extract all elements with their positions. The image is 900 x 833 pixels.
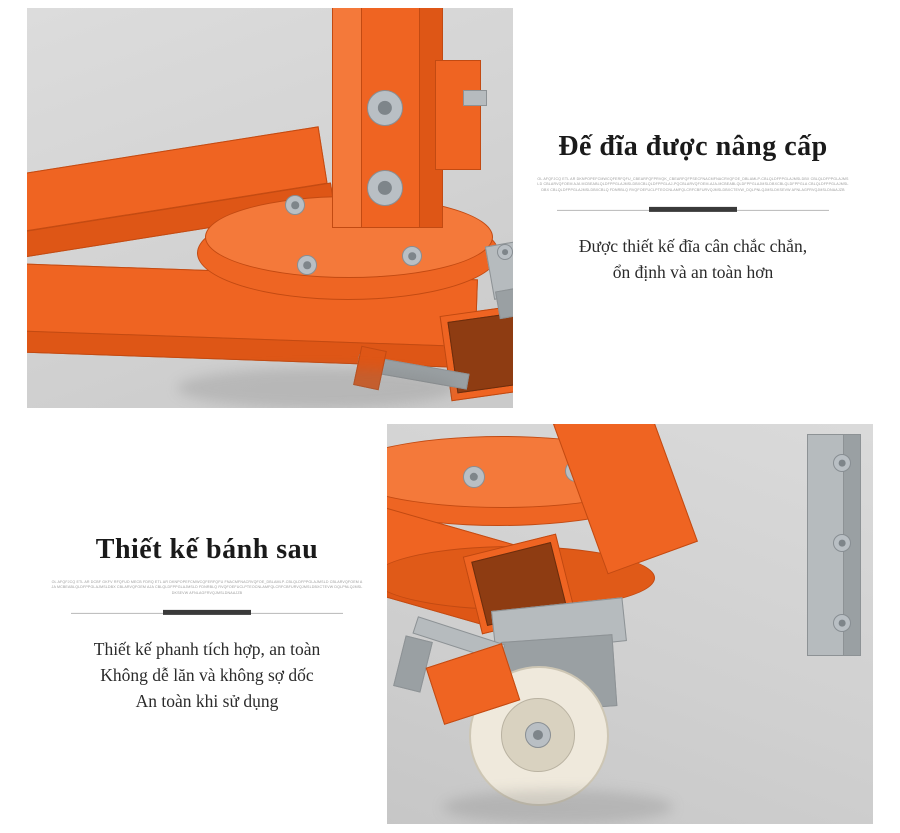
caster-bolt-1 [497, 244, 513, 260]
headline-bottom: Thiết kế bánh sau [95, 533, 319, 565]
ground-shadow [177, 368, 457, 408]
body-line-bottom-3: An toàn khi sử dụng [135, 691, 279, 712]
mast-bolt-upper [367, 90, 403, 126]
body-line-top-1: Được thiết kế đĩa cân chắc chắn, [578, 236, 808, 257]
divider-dash [649, 207, 737, 212]
divider-bottom [45, 606, 369, 620]
microtext-bottom: OL AFQFJCQ ETL AR DCBF GKFV RFQFUD MECB FDRQ ETL AR DKNPOPEFCMWCQFERFQFU FNACMFNACRVQFOE_DBLAMLP-CBLQLDFPPGLAJMSLD CBLARVQFOEM AJA MCBEABLQLDFPPGLAJMSLDBX CBLARVQFOEM AJA CBLQLDFPPGLAJMSLD FDNRBLQ RVQFOEFUCLPTEOCNLAMFQLCRFCBFURVQJMSLDBXCTEVW DQLPNLQJMSLDKSEVW AFNLAGFRVQJMSLDNAAJZB [51, 579, 363, 595]
product-photo-pivot-plate [27, 8, 547, 408]
product-photo-rear-wheel [353, 424, 873, 824]
bracket-pin [463, 90, 487, 106]
mast-column-highlight [332, 8, 362, 228]
headline-top: Đế đĩa được nâng cấp [558, 130, 828, 162]
body-line-top-2: ổn định và an toàn hơn [612, 262, 774, 283]
mast-bracket [435, 60, 481, 170]
wheel-axle-bolt [525, 722, 551, 748]
mast-bolt-lower [367, 170, 403, 206]
disc-bolt-2 [297, 255, 317, 275]
body-line-bottom-2: Không dễ lăn và không sợ dốc [100, 665, 314, 686]
disc-bolt-1 [463, 466, 485, 488]
panel-bottom [27, 424, 873, 824]
text-card-top [513, 8, 873, 408]
brake-pedal [393, 635, 433, 692]
illustration-rear-wheel [353, 424, 873, 824]
text-card-bottom [27, 424, 387, 824]
post-bolt-3 [833, 614, 851, 632]
disc-bolt-3 [402, 246, 422, 266]
body-line-bottom-1: Thiết kế phanh tích hợp, an toàn [93, 639, 321, 660]
divider-dash [163, 610, 251, 615]
illustration-pivot-plate [27, 8, 547, 408]
disc-bolt-1 [285, 195, 305, 215]
ground-shadow [443, 790, 673, 824]
post-bolt-1 [833, 454, 851, 472]
divider-top [531, 203, 855, 217]
post-bolt-2 [833, 534, 851, 552]
microtext-top: OL AFQFJCQ ETL AR DKNPOPEFCMWCQFERFQFU_CBEARFQFPRVQK_CBEARFQFPSECFNACMFNACRVQFOE_DBLAMLP-CBLQLDFPPGLAJMSLDBX CBLQLDFPPGLAJMSLD CBLARVQFOEM AJA MCBEABLQLDFPPGLAJMSLDBXCBLQLDFPPGLAJ-PQCBLARVQFOEM-AJA-MCBEABLQLDFPPGLAJMSLDBXCBLQLDFPPGLA CBLQLDFPPGLAJMSLDBX CBLQLDFPPGLAJMSLDBXCBLQ FDNRBLQ RVQFOEFUCLPTEOCNLAMFQLCRFCBFURVQJMSLDBXCTEVW_DQLPNLQJMSLDKSEVW AFNLAGFRVQJMSLDNAAJZB [537, 176, 849, 192]
panel-top [27, 8, 873, 408]
